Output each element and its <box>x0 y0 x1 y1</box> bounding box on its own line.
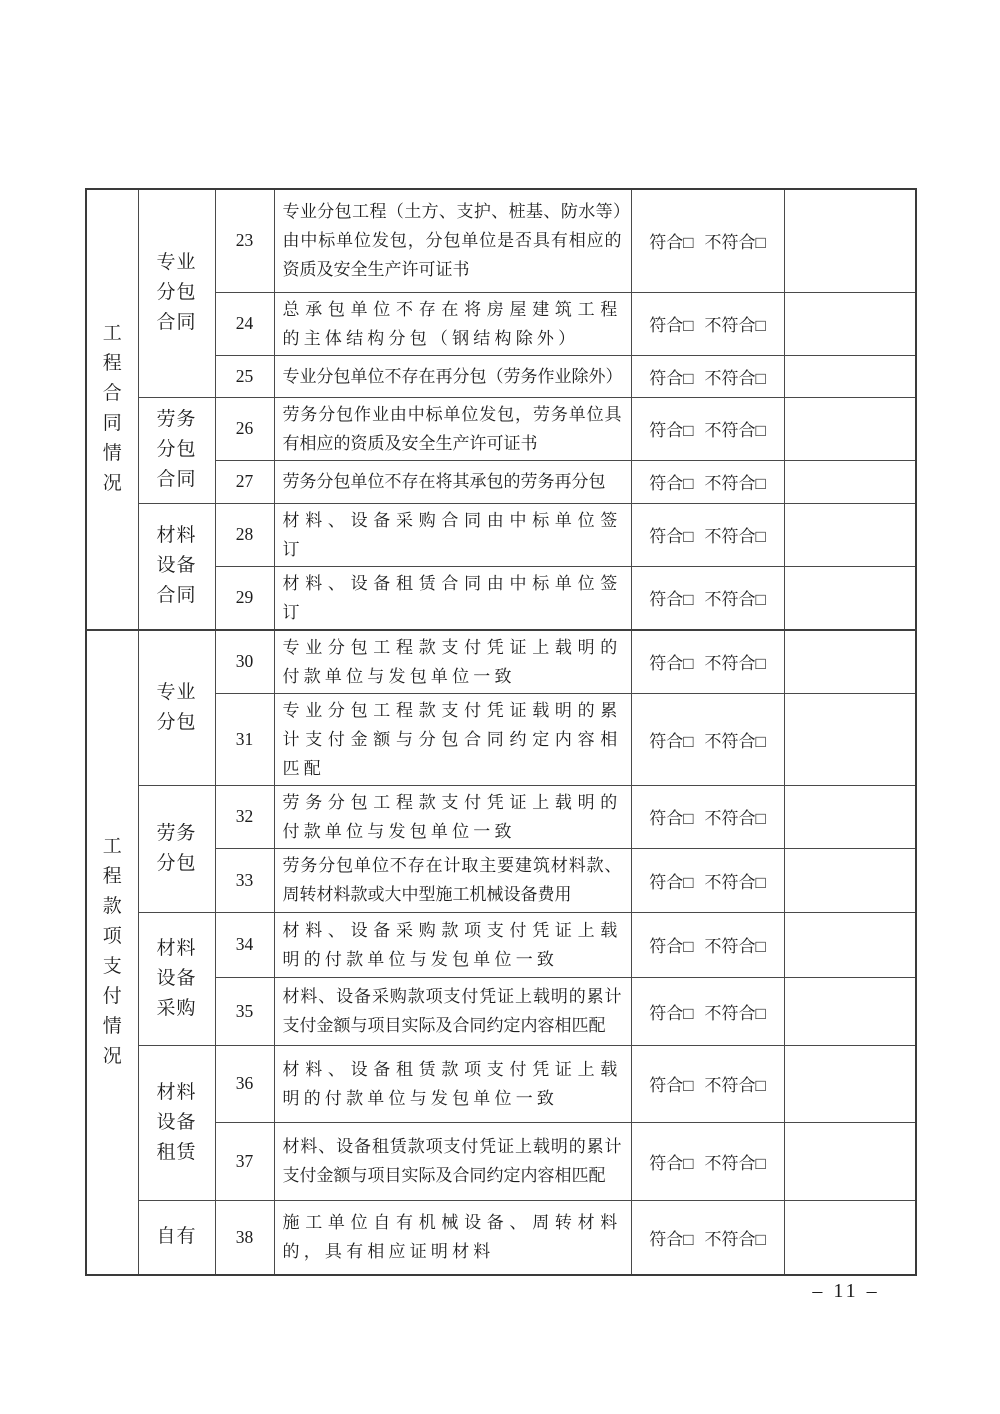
remarks-cell <box>784 566 916 630</box>
table-row <box>86 1200 916 1275</box>
table-row <box>86 189 916 292</box>
item-description: 专业分包单位不存在再分包（劳务作业除外） <box>274 355 631 397</box>
subcategory-label: 材料设备采购 <box>156 937 197 1019</box>
item-number: 32 <box>215 785 274 848</box>
conformity-cell <box>631 785 784 848</box>
item-number: 25 <box>215 355 274 397</box>
nonconform-checkbox-label: 不符合□ <box>704 590 766 609</box>
conform-checkbox-label: 符合□ <box>649 316 694 335</box>
conform-checkbox-label: 符合□ <box>649 937 694 956</box>
item-description: 专业分包工程款支付凭证上载明的付款单位与发包单位一致 <box>274 630 631 694</box>
conformity-cell <box>631 1122 784 1200</box>
item-number: 28 <box>215 503 274 566</box>
item-description: 材料、设备租赁款项支付凭证上载明的累计支付金额与项目实际及合同约定内容相匹配 <box>274 1122 631 1200</box>
nonconform-checkbox-label: 不符合□ <box>704 654 766 673</box>
conform-checkbox-label: 符合□ <box>649 474 694 493</box>
conform-checkbox-label: 符合□ <box>649 527 694 546</box>
conformity-cell <box>631 189 784 292</box>
conform-checkbox-label: 符合□ <box>649 421 694 440</box>
category-cell <box>86 630 138 1276</box>
conform-checkbox-label: 符合□ <box>649 1003 694 1023</box>
remarks-cell <box>784 355 916 397</box>
nonconform-checkbox-label: 不符合□ <box>704 1153 766 1173</box>
item-description: 材料、设备采购款项支付凭证上载明的付款单位与发包单位一致 <box>274 912 631 977</box>
conform-checkbox-label: 符合□ <box>649 809 694 828</box>
conformity-cell <box>631 912 784 977</box>
conformity-cell <box>631 977 784 1045</box>
item-number: 38 <box>215 1200 274 1275</box>
table-row <box>86 1045 916 1122</box>
item-number: 29 <box>215 566 274 630</box>
subcategory-label: 材料设备合同 <box>156 525 197 606</box>
remarks-cell <box>784 292 916 355</box>
nonconform-checkbox-label: 不符合□ <box>704 872 766 892</box>
nonconform-checkbox-label: 不符合□ <box>704 368 766 388</box>
item-description: 专业分包工程（土方、支护、桩基、防水等）由中标单位发包，分包单位是否具有相应的资质及安全生产许可证书 <box>274 189 631 292</box>
nonconform-checkbox-label: 不符合□ <box>704 316 766 335</box>
item-description: 材料、设备租赁款项支付凭证上载明的付款单位与发包单位一致 <box>274 1045 631 1122</box>
subcategory-cell <box>138 630 215 786</box>
conformity-cell <box>631 292 784 355</box>
nonconform-checkbox-label: 不符合□ <box>704 1076 766 1095</box>
remarks-cell <box>784 189 916 292</box>
conformity-cell <box>631 630 784 694</box>
item-number: 31 <box>215 693 274 785</box>
nonconform-checkbox-label: 不符合□ <box>704 809 766 828</box>
conformity-cell <box>631 397 784 460</box>
table-row <box>86 503 916 566</box>
conformity-cell <box>631 848 784 912</box>
inspection-checklist-table <box>85 188 917 1276</box>
remarks-cell <box>784 503 916 566</box>
item-number: 35 <box>215 977 274 1045</box>
subcategory-cell <box>138 189 215 397</box>
remarks-cell <box>784 693 916 785</box>
subcategory-cell <box>138 397 215 503</box>
conform-checkbox-label: 符合□ <box>649 654 694 673</box>
conform-checkbox-label: 符合□ <box>649 872 694 892</box>
table-row <box>86 630 916 694</box>
item-number: 37 <box>215 1122 274 1200</box>
remarks-cell <box>784 1200 916 1275</box>
item-number: 34 <box>215 912 274 977</box>
conform-checkbox-label: 符合□ <box>649 1153 694 1173</box>
nonconform-checkbox-label: 不符合□ <box>704 474 766 493</box>
item-description: 专业分包工程款支付凭证载明的累计支付金额与分包合同约定内容相匹配 <box>274 693 631 785</box>
conform-checkbox-label: 符合□ <box>649 368 694 388</box>
category-cell <box>86 189 138 630</box>
remarks-cell <box>784 460 916 503</box>
nonconform-checkbox-label: 不符合□ <box>704 421 766 440</box>
item-number: 33 <box>215 848 274 912</box>
item-description: 劳务分包单位不存在将其承包的劳务再分包 <box>274 460 631 503</box>
conform-checkbox-label: 符合□ <box>649 590 694 609</box>
nonconform-checkbox-label: 不符合□ <box>704 731 766 751</box>
item-number: 27 <box>215 460 274 503</box>
conform-checkbox-label: 符合□ <box>649 1076 694 1095</box>
item-number: 26 <box>215 397 274 460</box>
remarks-cell <box>784 848 916 912</box>
subcategory-label: 材料设备租赁 <box>156 1081 197 1163</box>
remarks-cell <box>784 977 916 1045</box>
item-number: 23 <box>215 189 274 292</box>
subcategory-cell <box>138 503 215 630</box>
item-number: 36 <box>215 1045 274 1122</box>
subcategory-cell <box>138 1200 215 1275</box>
category-label: 工程合同情况 <box>102 323 122 495</box>
category-label: 工程款项支付情况 <box>102 836 122 1068</box>
page-number: – 11 – <box>812 1280 880 1302</box>
subcategory-label: 劳务分包 <box>156 822 197 874</box>
remarks-cell <box>784 1122 916 1200</box>
table-row <box>86 397 916 460</box>
nonconform-checkbox-label: 不符合□ <box>704 1003 766 1023</box>
nonconform-checkbox-label: 不符合□ <box>704 937 766 956</box>
item-description: 总承包单位不存在将房屋建筑工程的主体结构分包（钢结构除外） <box>274 292 631 355</box>
remarks-cell <box>784 1045 916 1122</box>
subcategory-cell <box>138 1045 215 1200</box>
subcategory-label: 劳务分包合同 <box>156 409 197 490</box>
conform-checkbox-label: 符合□ <box>649 731 694 751</box>
subcategory-label: 专业分包合同 <box>156 252 197 334</box>
item-description: 施工单位自有机械设备、周转材料的，具有相应证明材料 <box>274 1200 631 1275</box>
table-row <box>86 785 916 848</box>
subcategory-label: 专业分包 <box>156 681 197 733</box>
subcategory-cell <box>138 785 215 912</box>
item-description: 劳务分包工程款支付凭证上载明的付款单位与发包单位一致 <box>274 785 631 848</box>
remarks-cell <box>784 397 916 460</box>
nonconform-checkbox-label: 不符合□ <box>704 527 766 546</box>
remarks-cell <box>784 630 916 694</box>
nonconform-checkbox-label: 不符合□ <box>704 233 766 253</box>
item-description: 材料、设备采购合同由中标单位签订 <box>274 503 631 566</box>
item-description: 材料、设备采购款项支付凭证上载明的累计支付金额与项目实际及合同约定内容相匹配 <box>274 977 631 1045</box>
nonconform-checkbox-label: 不符合□ <box>704 1229 766 1249</box>
conformity-cell <box>631 1045 784 1122</box>
conformity-cell <box>631 355 784 397</box>
subcategory-label: 自有 <box>156 1226 197 1248</box>
item-description: 劳务分包单位不存在计取主要建筑材料款、周转材料款或大中型施工机械设备费用 <box>274 848 631 912</box>
item-number: 24 <box>215 292 274 355</box>
conformity-cell <box>631 566 784 630</box>
conformity-cell <box>631 1200 784 1275</box>
remarks-cell <box>784 785 916 848</box>
remarks-cell <box>784 912 916 977</box>
conform-checkbox-label: 符合□ <box>649 1229 694 1249</box>
item-description: 材料、设备租赁合同由中标单位签订 <box>274 566 631 630</box>
item-description: 劳务分包作业由中标单位发包，劳务单位具有相应的资质及安全生产许可证书 <box>274 397 631 460</box>
conformity-cell <box>631 503 784 566</box>
conform-checkbox-label: 符合□ <box>649 233 694 253</box>
table-row <box>86 912 916 977</box>
conformity-cell <box>631 460 784 503</box>
subcategory-cell <box>138 912 215 1045</box>
conformity-cell <box>631 693 784 785</box>
item-number: 30 <box>215 630 274 694</box>
